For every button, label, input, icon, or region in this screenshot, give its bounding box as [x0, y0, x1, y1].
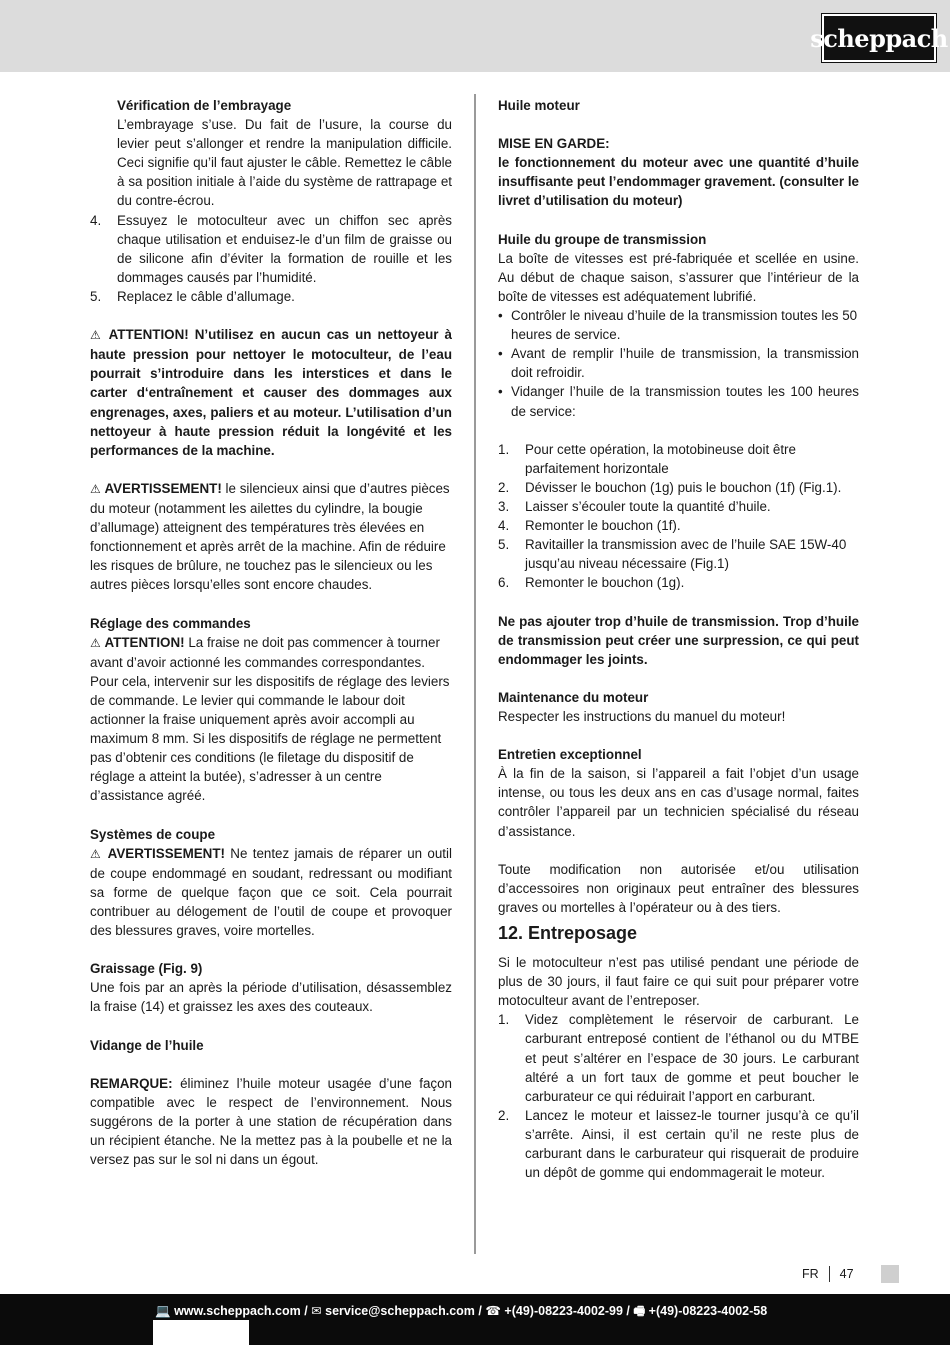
avertissement-text: Ne tentez jamais de réparer un outil de coupe endommagé en soudant, redressant ou modifiant sa forme de quelque façon que ce soit. Cela pourrait contribuer au délogement de l’outil de coupe et provoquer des blessures graves, voire mortelles.: [90, 845, 452, 939]
header-bar: [0, 0, 950, 72]
embrayage-body: L’embrayage s’use. Du fait de l’usure, la course du levier peut s’allonger et rendre la manipulation difficile. Ceci signifie qu’il faut ajuster le câble. Remettez le câble à sa position initiale à l’aide du système de rattrapage et du contre-écrou.: [117, 117, 452, 209]
list-text: Laisser s’écouler toute la quantité d’huile.: [525, 498, 771, 514]
mise-en-garde-title: MISE EN GARDE:: [498, 136, 610, 152]
list-number: 4.: [498, 518, 510, 534]
list-number: 5.: [90, 288, 102, 304]
list-item: [90, 287, 452, 306]
warning-icon: ⚠: [90, 328, 104, 343]
reglage-title: Réglage des commandes: [90, 615, 251, 631]
footer-white-block: [153, 1320, 249, 1345]
footer-bar: [0, 1294, 950, 1345]
graissage-body: Une fois par an après la période d’utilisation, désassemblez la fraise (14) et graissez les axes des couteaux.: [90, 980, 452, 1015]
mail-icon: ✉: [311, 1304, 322, 1318]
right-column: [498, 96, 859, 1182]
bullet-icon: •: [498, 346, 503, 362]
bullet-icon: •: [498, 308, 503, 324]
transmission-title: Huile du groupe de transmission: [498, 231, 707, 247]
phone-icon: ☎: [485, 1304, 501, 1318]
maintenance-title: Maintenance du moteur: [498, 689, 649, 705]
page-number: 47: [839, 1267, 854, 1281]
list-text: Ravitailler la transmission avec de l’huile SAE 15W-40 jusqu’au niveau nécessaire (Fig.1): [525, 537, 847, 572]
attention-text: ATTENTION! N’utilisez en aucun cas un nettoyeur à haute pression pour nettoyer le motoculteur, de l’eau pourrait s’introduire dans les interstices et dans le carter d‘entraînement et causer des dommages aux engrenages, axes, paliers et au moteur. L’utilisation d’un nettoyeur à haute pression réduit la longévité et les performances de la machine.: [90, 327, 452, 458]
warning-icon: ⚠: [90, 846, 103, 861]
left-column: [90, 96, 452, 1169]
entretien-body: À la fin de la saison, si l’appareil a fait l’objet d’un usage intense, ou tous les deux ans en cas d’usage normal, faites contrôler l’appareil par un technicien spécialisé du réseau d’assistance.: [498, 766, 859, 839]
column-divider: [474, 94, 476, 1254]
list-number: 6.: [498, 575, 510, 591]
bullet-text: Contrôler le niveau d’huile de la transmission toutes les 50 heures de service.: [511, 308, 858, 343]
scheppach-logo: scheppach: [822, 14, 936, 62]
bullet-item: [498, 344, 859, 382]
list-number: 2.: [498, 479, 510, 495]
list-text: Essuyez le motoculteur avec un chiffon sec après chaque utilisation et enduisez-le d’un film de graisse ou de silicone afin d’éviter la formation de rouille et les dommages causés par l’humidité.: [117, 212, 452, 285]
modification-body: Toute modification non autorisée et/ou utilisation d’accessoires non originaux peut entraîner des blessures graves ou mortelles à l’opérateur ou à des tiers.: [498, 861, 859, 915]
embrayage-section: [117, 96, 452, 211]
graissage-title: Graissage (Fig. 9): [90, 961, 203, 977]
bullet-text: Vidanger l’huile de la transmission toutes les 100 heures de service:: [511, 384, 859, 419]
remarque-block: [90, 1074, 452, 1169]
surpression-warning: Ne pas ajouter trop d’huile de transmission. Trop d’huile de transmission peut créer une surpression, ce qui peut endommager les joints.: [498, 613, 859, 667]
bullet-text: Avant de remplir l’huile de transmission, la transmission doit refroidir.: [511, 346, 859, 381]
warning-icon: ⚠: [90, 635, 101, 650]
list-number: 1.: [498, 1012, 510, 1028]
list-number: 5.: [498, 537, 510, 553]
email-link[interactable]: service@scheppach.com: [325, 1304, 475, 1318]
warning-icon: ⚠: [90, 481, 101, 496]
separator: /: [626, 1304, 630, 1318]
list-item: [498, 440, 859, 478]
list-item: [498, 1106, 859, 1182]
attention-label: ATTENTION!: [104, 634, 185, 650]
embrayage-title: Vérification de l’embrayage: [117, 98, 292, 113]
mise-en-garde-text: le fonctionnement du moteur avec une quantité d’huile insuffisante peut l’endommager gravement. (consulter le livret d’utilisation du moteur): [498, 155, 859, 209]
vidange-title: Vidange de l’huile: [90, 1037, 204, 1053]
list-number: 4.: [90, 212, 102, 228]
section-heading: 12. Entreposage: [498, 923, 638, 944]
bullet-item: [498, 306, 859, 344]
remarque-text: éliminez l’huile moteur usagée d’une façon compatible avec le respect de l’environnement. Nous suggérons de la porter à une station de récupération dans un récipient étanche. Ne la mettez pas à la poubelle et ne la versez pas sur le sol ni dans un égout.: [90, 1075, 452, 1168]
attention-block: [90, 325, 452, 460]
avertissement-label: AVERTISSEMENT!: [104, 480, 222, 496]
attention-block: [90, 633, 452, 672]
bullet-icon: •: [498, 384, 503, 400]
bullet-item: [498, 382, 859, 420]
entretien-title: Entretien exceptionnel: [498, 747, 642, 763]
reglage-body: Pour cela, intervenir sur les dispositifs de réglage des leviers de commande. Le levier qui commande le labour doit actionner la fraise uniquement après avoir accompli au maximum 8 mm. Si les dispositifs de réglage ne permettent pas d’obtenir ces conditions (le filetage du dispositif de réglage a atteint la butée), s’adresser à un centre d’assistance agréé.: [90, 673, 450, 804]
list-item: [498, 573, 859, 592]
list-number: 1.: [498, 441, 510, 457]
list-item: [498, 516, 859, 535]
list-text: Pour cette opération, la motobineuse doit être parfaitement horizontale: [525, 441, 796, 476]
maintenance-body: Respecter les instructions du manuel du moteur!: [498, 709, 786, 724]
avertissement-label: AVERTISSEMENT!: [107, 845, 225, 861]
language-code: FR: [802, 1267, 819, 1281]
website-link[interactable]: www.scheppach.com: [174, 1304, 301, 1318]
avertissement-block: [90, 479, 452, 595]
list-item: [90, 211, 452, 287]
list-item: [498, 478, 859, 497]
list-text: Remonter le bouchon (1g).: [525, 575, 685, 591]
phone-number: +(49)-08223-4002-99: [504, 1304, 623, 1318]
list-item: [498, 535, 859, 573]
separator: /: [304, 1304, 308, 1318]
huile-title: Huile moteur: [498, 98, 580, 113]
remarque-label: REMARQUE:: [90, 1075, 173, 1091]
transmission-body: La boîte de vitesses est pré-fabriquée et scellée en usine. Au début de chaque saison, s’assurer que l’intérieur de la boîte de vitesses est adéquatement lubrifié.: [498, 250, 859, 304]
fax-number: +(49)-08223-4002-58: [648, 1304, 768, 1318]
list-item: [498, 497, 859, 516]
avertissement-text: le silencieux ainsi que d’autres pièces du moteur (notamment les ailettes du cylindre, la bougie d’allumage) atteignent des températures très élevées en fonctionnement et après arrêt de la machine. Afin de réduire les risques de brûlure, ne touchez pas le silencieux ou les autres pièces lorsqu’elles sont encore chaudes.: [90, 480, 450, 593]
separator: /: [478, 1304, 482, 1318]
avertissement-block: [90, 844, 452, 940]
coupe-title: Systèmes de coupe: [90, 826, 216, 842]
list-text: Replacez le câble d’allumage.: [117, 288, 295, 304]
list-number: 2.: [498, 1107, 510, 1123]
entreposage-intro: Si le motoculteur n’est pas utilisé pendant une période de plus de 30 jours, il faut faire ce qui suit pour préparer votre motoculteur avant de l’entreposer.: [498, 955, 859, 1009]
list-item: [498, 1010, 859, 1105]
page-marker: [881, 1265, 899, 1283]
list-text: Dévisser le bouchon (1g) puis le bouchon (1f) (Fig.1).: [525, 479, 842, 495]
fax-icon: 🖷: [633, 1304, 646, 1318]
attention-text: La fraise ne doit pas commencer à tourner avant d’avoir actionné les commandes correspondantes.: [90, 634, 440, 670]
list-text: Lancez le moteur et laissez-le tourner jusqu’à ce qu’il s’arrête. Ainsi, il est certain qu’il ne reste plus de carburant dans le carburateur qui risquerait de produire un dépôt de gomme qui endommagerait le moteur.: [525, 1107, 859, 1181]
list-text: Remonter le bouchon (1f).: [525, 518, 681, 534]
page-number-block: [802, 1266, 854, 1282]
list-text: Videz complètement le réservoir de carburant. Le carburant entreposé contient de l’éthanol ou du MTBE et peut s’altérer en l’espace de 30 jours. Le carburant altéré a un fort taux de gomme et peut boucher le carburateur ce qui réduirait l’apport en carburant.: [525, 1012, 859, 1104]
computer-icon: 💻: [155, 1304, 171, 1318]
page-number-divider: [829, 1266, 830, 1282]
list-number: 3.: [498, 498, 510, 514]
